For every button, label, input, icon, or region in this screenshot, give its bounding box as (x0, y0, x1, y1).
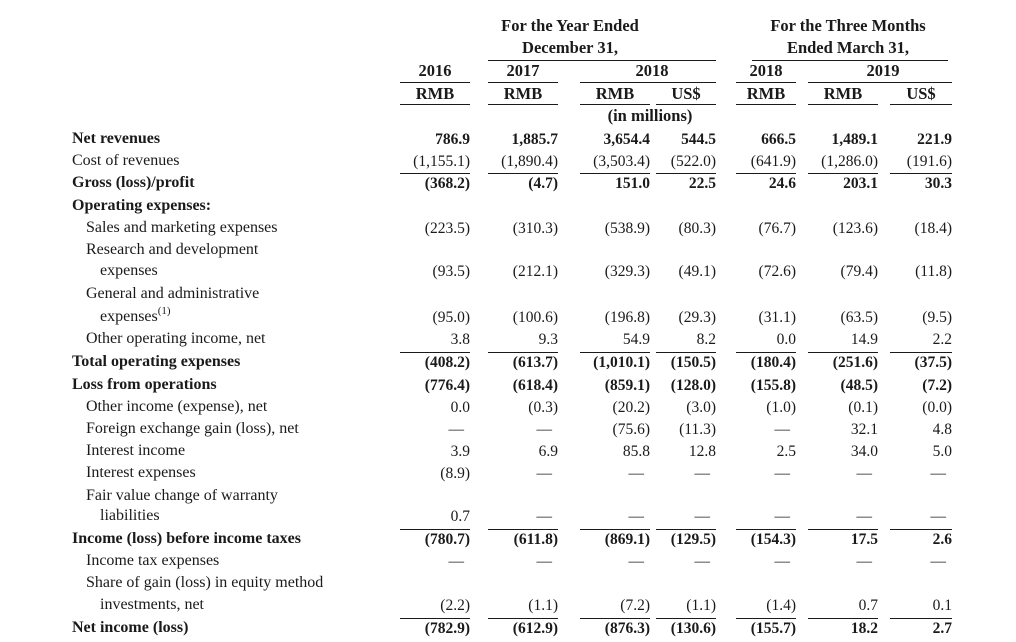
subtotal-rule (890, 173, 952, 174)
table-cell: — (628, 465, 644, 482)
row-label: Foreign exchange gain (loss), net (86, 420, 299, 437)
row-label: investments, net (100, 596, 204, 613)
table-cell: — (628, 508, 644, 525)
table-cell: (3.0) (686, 399, 716, 416)
row-label: Research and development (86, 241, 259, 258)
table-cell: (618.4) (512, 377, 558, 394)
table-cell: (11.3) (679, 421, 716, 438)
table-cell: (154.3) (750, 531, 796, 548)
row-label: Interest expenses (86, 464, 196, 481)
table-cell: 32.1 (850, 421, 878, 438)
table-cell: 30.3 (924, 175, 952, 192)
table-cell: 151.0 (615, 175, 650, 192)
header-currency: US$ (906, 84, 936, 103)
table-cell: — (930, 508, 946, 525)
table-cell: — (930, 553, 946, 570)
row-label: expenses (100, 262, 158, 279)
table-cell: (7.2) (922, 377, 952, 394)
table-cell: — (774, 553, 790, 570)
table-cell: (1.4) (766, 597, 796, 614)
table-cell: 1,885.7 (511, 131, 558, 148)
header-three-months-line1: For the Three Months (770, 16, 926, 35)
table-cell: (0.0) (922, 399, 952, 416)
row-label: Other income (expense), net (86, 398, 268, 415)
subtotal-rule (488, 352, 558, 353)
table-cell: 8.2 (696, 331, 716, 348)
table-cell: (641.9) (750, 153, 796, 170)
table-cell: — (536, 465, 552, 482)
table-cell: 6.9 (538, 443, 558, 460)
row-label: Fair value change of warranty (86, 487, 278, 504)
table-cell: (368.2) (424, 175, 470, 192)
header-units: (in millions) (607, 106, 693, 125)
table-cell: 2.5 (776, 443, 796, 460)
subtotal-rule (736, 352, 796, 353)
table-cell: (869.1) (604, 531, 650, 548)
table-cell: (49.1) (678, 263, 716, 280)
header-three-months-line2: Ended March 31, (786, 38, 910, 57)
subtotal-rule (736, 173, 796, 174)
subtotal-rule (890, 618, 952, 619)
row-label: General and administrative (86, 285, 260, 302)
table-cell: (130.6) (670, 620, 716, 637)
table-cell: (538.9) (604, 220, 650, 237)
table-cell: (72.6) (758, 263, 796, 280)
table-cell: (180.4) (750, 354, 796, 371)
table-cell: 9.3 (538, 331, 558, 348)
table-cell: (4.7) (528, 175, 558, 192)
table-cell: 2.6 (932, 531, 952, 548)
table-cell: — (448, 421, 464, 438)
table-cell: (876.3) (604, 620, 650, 637)
table-cell: (1,010.1) (593, 354, 650, 371)
table-cell: — (694, 465, 710, 482)
table-cell: (2.2) (440, 597, 470, 614)
header-currency: RMB (595, 84, 635, 103)
table-cell: 85.8 (622, 443, 650, 460)
currency-rule (808, 104, 878, 105)
table-cell: (48.5) (840, 377, 878, 394)
subtotal-rule (736, 618, 796, 619)
table-cell: — (774, 508, 790, 525)
table-cell: (155.8) (750, 377, 796, 394)
table-cell: (37.5) (914, 354, 952, 371)
table-cell: 203.1 (843, 175, 878, 192)
table-cell: (155.7) (750, 620, 796, 637)
subtotal-rule (890, 352, 952, 353)
table-cell: (9.5) (922, 309, 952, 326)
table-cell: — (448, 553, 464, 570)
table-cell: (100.6) (512, 309, 558, 326)
table-cell: 18.2 (850, 620, 878, 637)
row-label: Income (loss) before income taxes (72, 530, 301, 547)
header-year-2019-q1: 2019 (866, 61, 900, 80)
subtotal-rule (488, 529, 558, 530)
table-cell: (612.9) (512, 620, 558, 637)
table-cell: (128.0) (670, 377, 716, 394)
table-cell: (18.4) (914, 220, 952, 237)
table-cell: 17.5 (850, 531, 878, 548)
table-cell: 3.9 (450, 443, 470, 460)
table-cell: 54.9 (622, 331, 650, 348)
header-year-2018: 2018 (635, 61, 669, 80)
subtotal-rule (580, 618, 650, 619)
subtotal-rule (656, 352, 716, 353)
table-cell: 666.5 (761, 131, 796, 148)
table-cell: 0.0 (450, 399, 470, 416)
table-cell: 544.5 (681, 131, 716, 148)
table-cell: 14.9 (850, 331, 878, 348)
subtotal-rule (580, 529, 650, 530)
table-cell: (1,286.0) (821, 153, 878, 170)
table-cell: (0.1) (848, 399, 878, 416)
table-cell: — (856, 465, 872, 482)
table-cell: — (856, 508, 872, 525)
row-label: Income tax expenses (86, 552, 220, 569)
table-cell: (1,155.1) (413, 153, 470, 170)
table-cell: (150.5) (670, 354, 716, 371)
subtotal-rule (400, 352, 470, 353)
row-label: expenses$^{(1)}$ (100, 305, 171, 325)
row-label: Total operating expenses (72, 353, 241, 370)
row-label: Loss from operations (72, 376, 217, 393)
table-cell: (776.4) (424, 377, 470, 394)
header-year-2018-q1: 2018 (749, 61, 783, 80)
table-cell: — (536, 421, 552, 438)
table-cell: 34.0 (850, 443, 878, 460)
table-cell: (76.7) (758, 220, 796, 237)
subtotal-rule (808, 529, 878, 530)
row-label: Other operating income, net (86, 330, 266, 347)
table-cell: 0.7 (858, 597, 878, 614)
subtotal-rule (656, 529, 716, 530)
subtotal-rule (488, 618, 558, 619)
header-currency: US$ (671, 84, 701, 103)
table-cell: (1.1) (528, 597, 558, 614)
header-year-2017: 2017 (506, 61, 540, 80)
table-cell: 12.8 (688, 443, 716, 460)
subtotal-rule (656, 618, 716, 619)
row-label: Interest income (86, 442, 186, 459)
subtotal-rule (400, 618, 470, 619)
table-cell: 0.1 (932, 597, 952, 614)
row-label: Operating expenses: (72, 197, 212, 214)
subtotal-rule (808, 352, 878, 353)
table-cell: 3,654.4 (603, 131, 650, 148)
table-cell: (29.3) (678, 309, 716, 326)
table-cell: 1,489.1 (831, 131, 878, 148)
table-cell: (408.2) (424, 354, 470, 371)
table-cell: (20.2) (612, 399, 650, 416)
table-cell: — (694, 553, 710, 570)
table-cell: — (856, 553, 872, 570)
currency-rule (736, 104, 796, 105)
header-year-ended-line2: December 31, (522, 38, 618, 57)
table-cell: (782.9) (424, 620, 470, 637)
table-cell: (859.1) (604, 377, 650, 394)
table-cell: (11.8) (915, 263, 952, 280)
currency-rule (890, 104, 952, 105)
table-cell: 786.9 (435, 131, 470, 148)
table-cell: (95.0) (432, 309, 470, 326)
footnote-marker: (1) (157, 305, 171, 317)
table-cell: (93.5) (432, 263, 470, 280)
table-cell: (75.6) (612, 421, 650, 438)
table-cell: — (536, 553, 552, 570)
table-cell: (196.8) (604, 309, 650, 326)
header-year-ended-line1: For the Year Ended (501, 16, 639, 35)
subtotal-rule (580, 352, 650, 353)
subtotal-rule (400, 173, 470, 174)
table-cell: (123.6) (832, 220, 878, 237)
table-cell: (0.3) (528, 399, 558, 416)
table-cell: (310.3) (512, 220, 558, 237)
subtotal-rule (400, 529, 470, 530)
header-year-2016: 2016 (418, 61, 452, 80)
table-cell: (329.3) (604, 263, 650, 280)
subtotal-rule (656, 173, 716, 174)
row-label: Cost of revenues (72, 152, 180, 169)
row-label: Share of gain (loss) in equity method (86, 574, 324, 591)
row-label: Net income (loss) (72, 619, 189, 636)
table-cell: (223.5) (424, 220, 470, 237)
header-currency: RMB (746, 84, 786, 103)
table-cell: (63.5) (840, 309, 878, 326)
table-cell: (8.9) (440, 465, 470, 482)
table-cell: 0.7 (450, 508, 470, 525)
table-cell: — (628, 553, 644, 570)
table-cell: 22.5 (688, 175, 716, 192)
header-currency: RMB (823, 84, 863, 103)
table-cell: (79.4) (840, 263, 878, 280)
table-cell: (1.1) (686, 597, 716, 614)
subtotal-rule (488, 173, 558, 174)
header-currency: RMB (503, 84, 543, 103)
table-cell: (611.8) (513, 531, 558, 548)
table-cell: (1,890.4) (501, 153, 558, 170)
table-cell: (80.3) (678, 220, 716, 237)
table-cell: (31.1) (758, 309, 796, 326)
table-cell: (613.7) (512, 354, 558, 371)
currency-rule (400, 104, 470, 105)
table-cell: 5.0 (932, 443, 952, 460)
header-currency: RMB (415, 84, 455, 103)
table-cell: 4.8 (932, 421, 952, 438)
table-cell: 3.8 (450, 331, 470, 348)
table-cell: (3,503.4) (593, 153, 650, 170)
row-label: Net revenues (72, 130, 161, 147)
table-cell: 0.0 (776, 331, 796, 348)
table-cell: (251.6) (832, 354, 878, 371)
subtotal-rule (580, 173, 650, 174)
table-cell: 24.6 (768, 175, 796, 192)
table-cell: — (774, 465, 790, 482)
subtotal-rule (890, 529, 952, 530)
table-cell: — (930, 465, 946, 482)
subtotal-rule (736, 529, 796, 530)
table-cell: — (536, 508, 552, 525)
row-label: liabilities (100, 507, 160, 524)
table-cell: (191.6) (906, 153, 952, 170)
table-cell: — (694, 508, 710, 525)
table-cell: (212.1) (512, 263, 558, 280)
table-cell: (7.2) (620, 597, 650, 614)
subtotal-rule (808, 173, 878, 174)
table-cell: — (774, 421, 790, 438)
row-label: Sales and marketing expenses (86, 219, 278, 236)
table-cell: (1.0) (766, 399, 796, 416)
currency-rule (488, 104, 558, 105)
table-cell: 2.2 (932, 331, 952, 348)
table-cell: 2.7 (932, 620, 952, 637)
row-label: Gross (loss)/profit (72, 174, 195, 191)
table-cell: 221.9 (917, 131, 952, 148)
table-cell: (129.5) (670, 531, 716, 548)
table-cell: (780.7) (424, 531, 470, 548)
table-cell: (522.0) (670, 153, 716, 170)
subtotal-rule (808, 618, 878, 619)
